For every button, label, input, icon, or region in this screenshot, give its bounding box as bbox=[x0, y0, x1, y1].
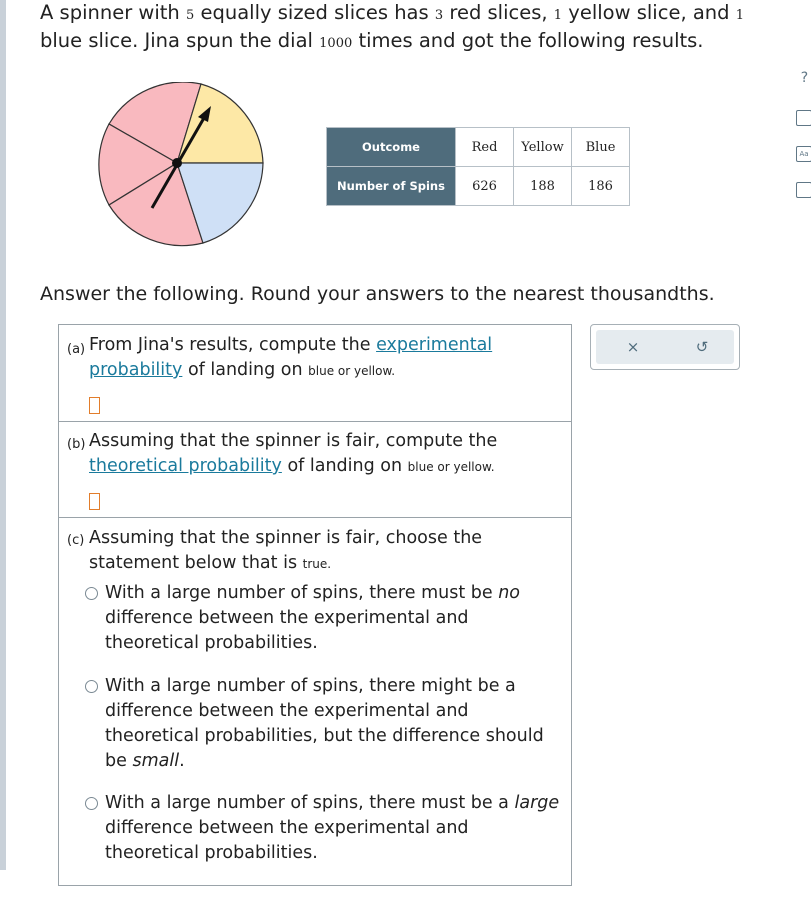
table-cell-blue-count: 186 bbox=[572, 167, 630, 206]
table-cell-yellow: Yellow bbox=[514, 128, 572, 167]
calculator-icon[interactable] bbox=[796, 110, 811, 126]
text-icon[interactable]: Aa bbox=[796, 146, 811, 162]
answer-toolbox bbox=[590, 324, 740, 370]
answer-input-b[interactable] bbox=[89, 493, 100, 510]
instruction-text: Answer the following. Round your answers to the nearest thousandths. bbox=[40, 283, 715, 305]
part-c-label: (c) bbox=[67, 533, 85, 548]
radio-option-2[interactable] bbox=[85, 680, 98, 693]
probability-link[interactable]: probability bbox=[89, 360, 183, 380]
spinner-diagram bbox=[90, 82, 264, 252]
part-b-label: (b) bbox=[67, 437, 86, 452]
problem-statement bbox=[40, 0, 760, 56]
clear-icon[interactable]: × bbox=[626, 338, 640, 356]
help-icon[interactable]: ? bbox=[800, 70, 809, 86]
table-cell-blue: Blue bbox=[572, 128, 630, 167]
table-header-spins: Number of Spins bbox=[327, 167, 456, 206]
table-header-outcome: Outcome bbox=[327, 128, 456, 167]
answer-input-a[interactable] bbox=[89, 397, 100, 414]
experimental-link[interactable]: experimental bbox=[376, 335, 493, 355]
right-sidebar bbox=[794, 64, 811, 204]
mail-icon[interactable] bbox=[796, 182, 811, 198]
part-c-text: Assuming that the spinner is fair, choose the statement below that is true. bbox=[89, 528, 483, 573]
undo-icon[interactable]: ↺ bbox=[695, 338, 709, 356]
part-b-text: Assuming that the spinner is fair, compute the theoretical probability of landing on blue or yellow. bbox=[89, 431, 498, 476]
table-row-spins bbox=[327, 167, 630, 206]
problem-line-2: blue slice. Jina spun the dial 1000 times and got the following results. bbox=[40, 29, 704, 52]
problem-line-1: A spinner with 5 equally sized slices has 3 red slices, 1 yellow slice, and 1 bbox=[40, 1, 745, 24]
spinner-center bbox=[172, 158, 182, 168]
table-cell-red-count: 626 bbox=[456, 167, 514, 206]
part-a-text: From Jina's results, compute the experimental probability of landing on blue or yellow. bbox=[89, 335, 493, 380]
table-row-outcome bbox=[327, 128, 630, 167]
left-border bbox=[0, 0, 6, 870]
table-cell-red: Red bbox=[456, 128, 514, 167]
toolbox-inner bbox=[596, 330, 734, 364]
part-a bbox=[59, 325, 571, 422]
part-a-label: (a) bbox=[67, 342, 86, 357]
part-b bbox=[59, 422, 571, 518]
radio-option-1[interactable] bbox=[85, 587, 98, 600]
table-cell-yellow-count: 188 bbox=[514, 167, 572, 206]
part-c: (c) Assuming that the spinner is fair, choose the statement below that is true. With a large number of spins, there must be no difference between the experimental and theoretical probabilities. With a large number of spins, there might be a difference between the experimental and theoretical probabilities, but the difference should be small. With a large number of spins, there must be a large difference between the experimental and theoretical probabilities. bbox=[67, 528, 560, 863]
question-box bbox=[58, 324, 572, 886]
theoretical-probability-link[interactable]: theoretical probability bbox=[89, 456, 282, 476]
radio-option-3[interactable] bbox=[85, 797, 98, 810]
results-table bbox=[326, 127, 630, 206]
